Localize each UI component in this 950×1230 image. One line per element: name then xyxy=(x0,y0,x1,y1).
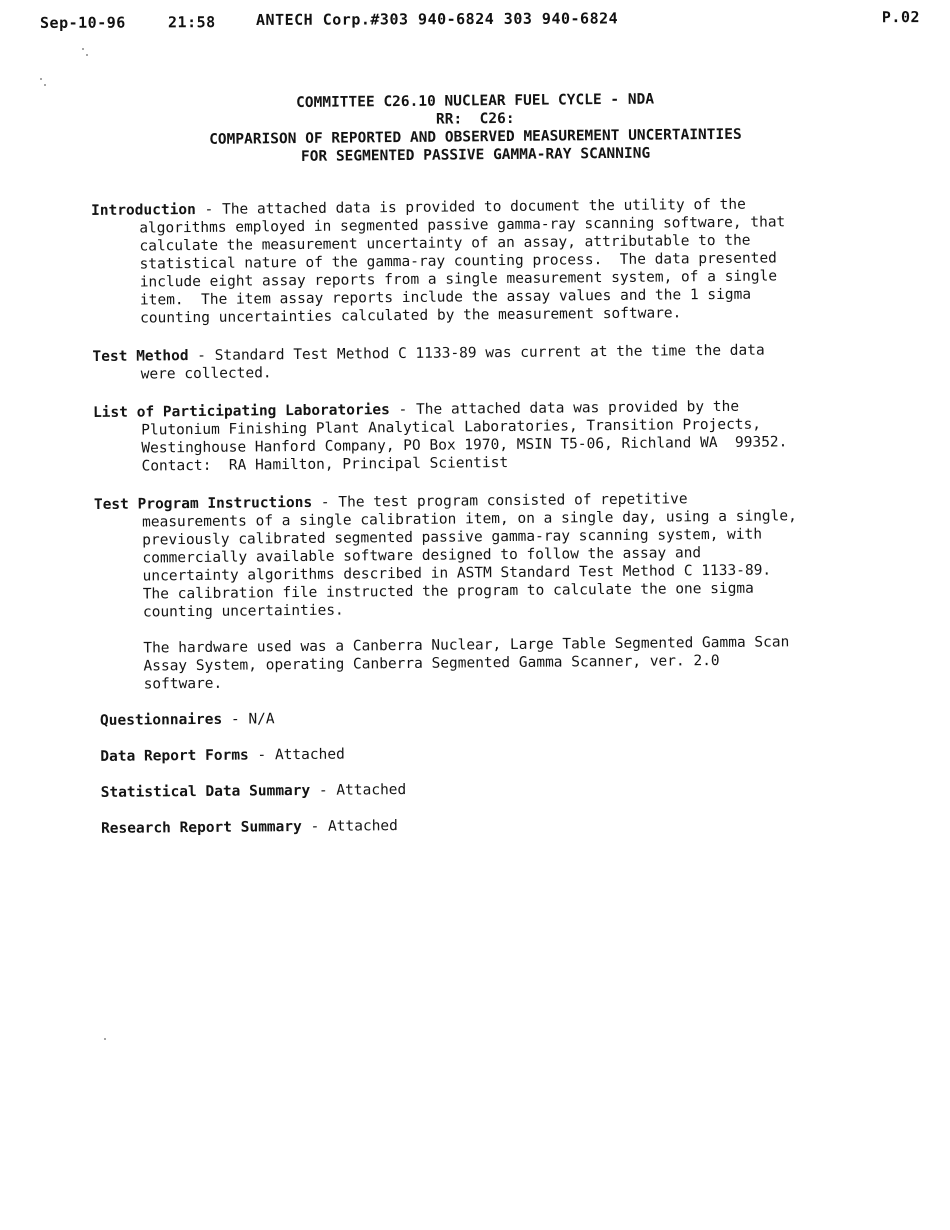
program-instructions-line: commercially available software designed to follow the assay and xyxy=(142,545,702,567)
document-title xyxy=(110,89,841,168)
scan-speck xyxy=(44,84,46,86)
hardware-line: Assay System, operating Canberra Segmented Gamma Scanner, ver. 2.0 xyxy=(143,652,720,675)
scan-speck xyxy=(86,54,88,56)
program-instructions-line: counting uncertainties. xyxy=(142,602,344,621)
scan-speck xyxy=(82,48,84,50)
document-body xyxy=(90,89,867,838)
introduction-line: statistical nature of the gamma-ray counting process. The data presented xyxy=(139,250,777,273)
data-report-forms-heading: Data Report Forms xyxy=(100,747,249,765)
scan-speck xyxy=(104,1038,106,1040)
participating-labs-line: Westinghouse Hanford Company, PO Box 1970, MSIN T5-06, Richland WA 99352. xyxy=(141,434,788,457)
hardware-line: software. xyxy=(143,675,223,693)
data-report-forms-item xyxy=(96,741,866,766)
data-report-forms-value: - Attached xyxy=(248,746,345,764)
hardware-paragraph xyxy=(95,633,865,694)
test-method-section xyxy=(92,341,862,384)
introduction-line: algorithms employed in segmented passive gamma-ray scanning software, that xyxy=(139,214,786,237)
test-method-line: were collected. xyxy=(140,365,272,383)
fax-page-number: P.02 xyxy=(881,8,921,27)
participating-labs-line: Plutonium Finishing Plant Analytical Laboratories, Transition Projects, xyxy=(141,416,762,439)
program-instructions-section xyxy=(94,489,866,694)
participating-labs-heading: List of Participating Laboratories xyxy=(92,402,390,421)
title-line-3: COMPARISON OF REPORTED AND OBSERVED MEASUREMENT UNCERTAINTIES xyxy=(209,126,742,148)
questionnaires-heading: Questionnaires xyxy=(99,711,223,729)
statistical-summary-heading: Statistical Data Summary xyxy=(100,782,311,801)
fax-sender: ANTECH Corp.#303 940-6824 303 940-6824 xyxy=(255,9,619,29)
scan-speck xyxy=(40,78,42,80)
test-method-lead: - Standard Test Method C 1133-89 was current at the time the data xyxy=(188,342,765,365)
title-line-4: FOR SEGMENTED PASSIVE GAMMA-RAY SCANNING xyxy=(300,145,651,165)
program-instructions-lead: - The test program consisted of repetitive xyxy=(312,491,688,511)
participating-labs-lead: - The attached data was provided by the xyxy=(389,398,740,419)
statistical-summary-value: - Attached xyxy=(310,781,407,799)
title-line-2: RR: C26: xyxy=(435,110,515,128)
introduction-line: item. The item assay reports include the assay values and the 1 sigma xyxy=(139,286,752,309)
program-instructions-heading: Test Program Instructions xyxy=(93,494,313,513)
hardware-line: The hardware used was a Canberra Nuclear, Large Table Segmented Gamma Scan xyxy=(143,634,790,657)
questionnaires-value: - N/A xyxy=(222,711,275,728)
research-summary-item xyxy=(97,813,867,838)
introduction-line: counting uncertainties calculated by the measurement software. xyxy=(140,305,682,327)
fax-time: 21:58 xyxy=(167,13,216,32)
program-instructions-line: The calibration file instructed the program to calculate the one sigma xyxy=(142,580,754,603)
fax-date: Sep-10-96 xyxy=(39,13,126,32)
introduction-section xyxy=(91,195,862,328)
program-instructions-line: measurements of a single calibration item, on a single day, using a single, xyxy=(142,508,797,531)
program-instructions-line: uncertainty algorithms described in ASTM Standard Test Method C 1133-89. xyxy=(142,562,772,585)
test-method-heading: Test Method xyxy=(92,348,189,365)
program-instructions-line: previously calibrated segmented passive gamma-ray scanning system, with xyxy=(142,526,763,549)
participating-labs-section xyxy=(93,397,864,476)
research-summary-heading: Research Report Summary xyxy=(100,819,302,837)
introduction-line: include eight assay reports from a single measurement system, of a single xyxy=(139,268,778,291)
introduction-lead: - The attached data is provided to document the utility of the xyxy=(195,196,746,218)
research-summary-value: - Attached xyxy=(301,818,398,835)
fax-transmission-header xyxy=(39,8,921,36)
title-line-1: COMMITTEE C26.10 NUCLEAR FUEL CYCLE - NDA xyxy=(296,91,655,112)
introduction-line: calculate the measurement uncertainty of an assay, attributable to the xyxy=(139,232,751,255)
introduction-heading: Introduction xyxy=(91,201,196,219)
statistical-summary-item xyxy=(97,777,867,802)
participating-labs-line: Contact: RA Hamilton, Principal Scientist xyxy=(141,455,509,475)
questionnaires-item xyxy=(96,705,866,730)
